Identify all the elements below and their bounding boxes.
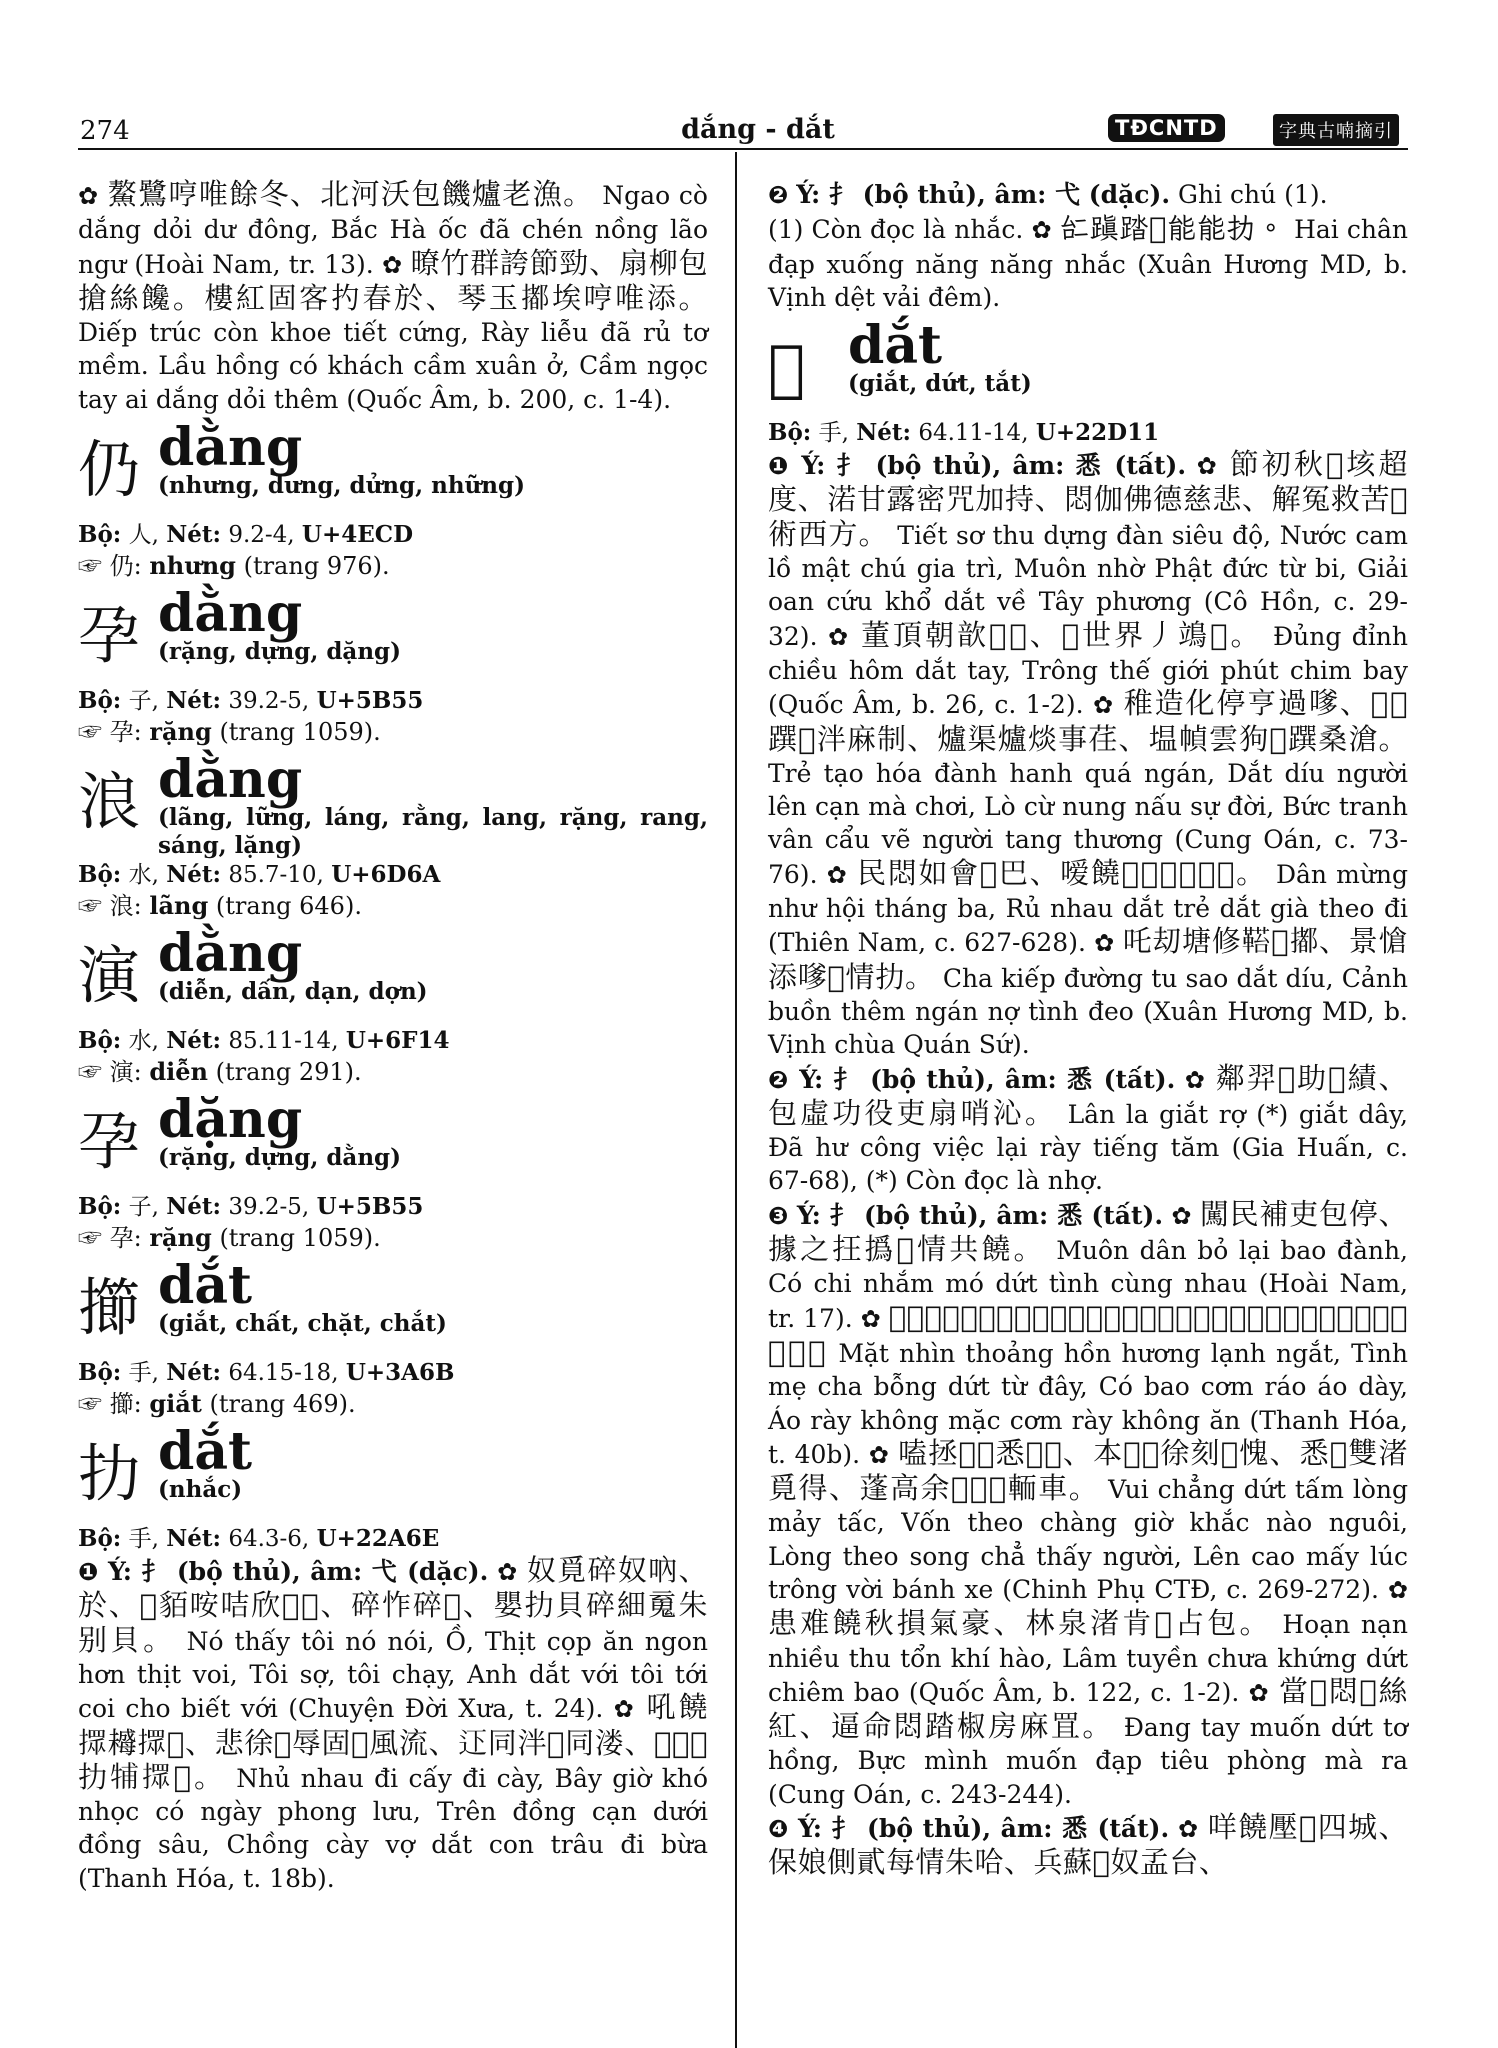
han-quote: 奴覓碎奴吶、於、𤞻貊咹咭欣𤞻𤝞、碎怍碎𧺀、嬰扐貝碎細䰟朱别貝。 (78, 1553, 708, 1657)
entry-glyph: 仍 (78, 433, 141, 507)
sense-block (78, 1554, 708, 1895)
entry-meta (78, 520, 708, 550)
han-quote: 𠄩蹎踏𨆢能能扐。 (1059, 211, 1286, 246)
entry-glyph: 擳 (78, 1271, 141, 1345)
han-quote: 董頂朝歆𢵑𢵋、𩈘世界丿鴗𪆧。 (861, 617, 1263, 652)
viet-quote: Trẻ tạo hóa đành hanh quá ngán, Dắt díu người lên cạn mà chơi, Lò cừ nung nấu sự đời, Bức tranh vân cẩu vẽ người tang thương (Cung Oán, c. 73-76). (768, 758, 1408, 889)
flower-icon: ✿ (1184, 1065, 1207, 1094)
viet-quote: Diếp trúc còn khoe tiết cứng, Rày liễu đã rủ tơ mềm. Lầu hồng có khách cầm xuân ở, Cầm ngọc tay ai dắng dỏi thêm (Quốc Âm, b. 200, c. 1-4). (78, 318, 708, 414)
net-label: Nét: (166, 1027, 221, 1055)
entry-readings: (nhưng, dưng, dửng, những) (158, 472, 525, 500)
entry-readings: (rặng, dựng, dặng) (158, 638, 402, 666)
flower-icon: ✿ (1092, 691, 1115, 720)
unicode-code: U+22A6E (316, 1525, 440, 1553)
unicode-code: U+22D11 (1035, 419, 1160, 447)
flower-icon: ✿ (1178, 1815, 1200, 1844)
han-quote: 節初秋𨍦垓超度、渃甘露密咒加持、悶伽佛德慈悲、解冤救苦𢵑術西方。 (768, 447, 1408, 551)
net-value: 64.11-14, (918, 420, 1029, 447)
xref-page: (trang 469). (209, 1390, 356, 1419)
bo-value: 人, (128, 522, 159, 549)
net-label: Nét: (856, 419, 911, 447)
xref-word: lãng (149, 891, 209, 921)
net-value: 39.2-5, (228, 1194, 310, 1221)
entry-meta (78, 1192, 708, 1222)
viet-quote: Lân la giắt rợ (*) giắt dây, Đã hư công việc lại rày tiếng tăm (Gia Huấn, c. 67-68), (*) Còn đọc là nhợ. (768, 1099, 1408, 1196)
sense-number: ❷ (768, 181, 789, 209)
note-text: (1) Còn đọc là nhắc. (768, 215, 1024, 245)
han-quote: 鰲鷺哼唯餘冬、北河沃包饑爐老漁。 (107, 177, 594, 211)
sense-heading: Ý: 扌 (bộ thủ), âm: 弋 (dặc). (107, 1557, 489, 1587)
entry-readings: (giắt, dứt, tắt) (848, 370, 1032, 398)
net-label: Nét: (166, 861, 221, 889)
bo-value: 手, (128, 1526, 159, 1553)
sense-number: ❸ (768, 1201, 789, 1230)
viet-quote: Mặt nhìn thoảng hồn hương lạnh ngắt, Tình mẹ cha bỗng dứt từ đây, Có bao cơm ráo áo dày, Áo rày không mặc cơm rày không ăn (Thanh Hóa, t. 40b). (768, 1338, 1408, 1469)
viet-quote: Tiết sơ thu dựng đàn siêu độ, Nước cam lồ mật chú gia trì, Muôn nhờ Phật đức từ bi, Giải oan cứu khổ dắt về Tây phương (Cô Hồn, c. 29-32). (768, 520, 1408, 651)
entry-meta (78, 1026, 708, 1056)
han-quote: 嗑拯𢵑𦛌悉𠁑𢁴、本𠸗𢪀徐刻𣅶愧、悉𠸗雙渚覓得、蓬高余𣉹𨓡𤀒輀車。 (768, 1435, 1409, 1506)
entry-meta (78, 860, 708, 890)
dictionary-entry (78, 583, 708, 748)
entry-glyph: 浪 (78, 765, 141, 839)
sense-block (768, 1811, 1408, 1881)
entry-meta (78, 1358, 708, 1388)
viet-quote: Đủng đỉnh chiều hôm dắt tay, Trông thế giới phút chim bay (Quốc Âm, b. 26, c. 1-2). (768, 621, 1409, 720)
unicode-code: U+5B55 (316, 687, 424, 715)
han-quote: 吼饒𢶢𣚺𢶢𦓿、悲徐𦹳辱固𨕭風流、𨑜同泮𨕭同溇、𦓿𦓿𢷀扐𤙭𢶢𦓿。 (78, 1690, 708, 1794)
xref-page: (trang 646). (215, 892, 362, 921)
sense-heading: Ý: 扌 (bộ thủ), âm: 悉 (tất). (796, 1200, 1164, 1230)
viet-quote: Nhủ nhau đi cấy đi cày, Bây giờ khó nhọc có ngày phong lưu, Trên đồng cạn dưới đồng sâu, Chồng cày vợ dắt con trâu đi bừa (Thanh Hóa, t. 18b). (78, 1763, 708, 1893)
viet-quote: Hai chân đạp xuống năng năng nhắc (Xuân Hương MD, b. Vịnh dệt vải đêm). (768, 215, 1409, 312)
entry-readings: (rặng, dựng, dằng) (158, 1144, 402, 1172)
xref-page: (trang 976). (243, 552, 390, 581)
han-quote: 𩈘𥆾倘䰟香冷𠃝、情媄吒俸𢵑徐低、固色粓𥸷襖𩚵、襖扇空默粓扇空咹。 (768, 1299, 1409, 1369)
sense-number: ❹ (768, 1815, 790, 1844)
unicode-code: U+6F14 (345, 1027, 450, 1055)
han-quote: 鄰羿𢵑助𢵑績、包虛功役吏扇哨沁。 (768, 1060, 1408, 1130)
entry-readings: (nhắc) (158, 1476, 243, 1504)
flower-icon: ✿ (381, 250, 403, 279)
cross-reference (78, 1222, 708, 1254)
bo-value: 水, (128, 862, 159, 889)
viet-quote: Vui chẳng dứt tấm lòng mảy tấc, Vốn theo chàng giờ khắc nào nguôi, Lòng theo song chẳ thấy người, Lên cao mấy lúc trông vời bánh xe (Chinh Phụ CTĐ, c. 269-272). (768, 1475, 1408, 1604)
entry-glyph: 孕 (78, 1105, 141, 1179)
unicode-code: U+3A6B (345, 1359, 455, 1387)
entry-headword: dắt (848, 315, 943, 377)
page-header (78, 108, 1408, 152)
xref-word: giắt (149, 1389, 202, 1419)
flower-icon: ✿ (497, 1558, 519, 1587)
net-value: 85.11-14, (228, 1028, 339, 1055)
han-quote: 民悶如會𣎃巴、嗳饒𢵑𥚄𢵑𦓿𡀳𢶢。 (857, 855, 1267, 890)
flower-icon: ✿ (868, 1440, 890, 1469)
entry-headword: dằng (158, 583, 303, 645)
column-divider (735, 152, 737, 2048)
unicode-code: U+6D6A (331, 861, 441, 889)
han-quote: 患难饒秋損氣豪、林泉渚肯𢵑占包。 (768, 1606, 1272, 1641)
flower-icon: ✿ (613, 1695, 637, 1724)
net-label: Nét: (166, 1525, 221, 1553)
xref-glyph: ☞ 孕: (78, 718, 142, 747)
cross-reference (78, 550, 708, 582)
han-quote: 吒刧塘修𩌂𢵑𢵋、景愴添嗲𡢐情扐。 (768, 924, 1409, 994)
bo-value: 子, (128, 688, 159, 715)
viet-quote: Hoạn nạn nhiều thu tổn khí hào, Lâm tuyền chưa khứng dứt chiêm bao (Quốc Âm, b. 122, c. 1-2). (768, 1610, 1408, 1707)
sense-number: ❷ (768, 1065, 790, 1094)
flower-icon: ✿ (1387, 1575, 1408, 1604)
running-title: dắng - dắt (681, 114, 835, 145)
sense-heading: Ý: 扌 (bộ thủ), âm: 悉 (tất). (799, 1064, 1176, 1094)
entry-headword: dắt (158, 1421, 253, 1483)
viet-quote: Cha kiếp đường tu sao dắt díu, Cảnh buồn thêm ngán nợ tình đeo (Xuân Hương MD, b. Vịnh chùa Quán Sứ). (768, 963, 1408, 1060)
flower-icon: ✿ (1094, 929, 1115, 958)
sense-note (768, 212, 1408, 314)
flower-icon: ✿ (827, 622, 851, 651)
sense-block (768, 1062, 1408, 1198)
net-label: Nét: (166, 521, 221, 549)
bo-value: 子, (128, 1194, 159, 1221)
xref-glyph: ☞ 仍: (78, 552, 142, 581)
sense-block (768, 1198, 1408, 1811)
net-value: 9.2-4, (228, 522, 295, 549)
bo-label: Bộ: (78, 1193, 122, 1221)
flower-icon: ✿ (1031, 216, 1052, 245)
flower-icon: ✿ (826, 860, 848, 889)
han-quote: 咩饒壓𢀨四城、保娘側貳每情朱哈、兵蘇𠢞奴孟台、 (768, 1810, 1408, 1880)
flower-icon: ✿ (1248, 1678, 1270, 1707)
xref-word: nhưng (149, 551, 236, 581)
net-label: Nét: (166, 1359, 221, 1387)
han-quote: 闖民補吏包停、據之抂撝𢵑情共饒。 (768, 1196, 1408, 1267)
net-value: 64.15-18, (228, 1360, 339, 1387)
bo-label: Bộ: (78, 1027, 122, 1055)
left-column (78, 178, 708, 1895)
sense-heading: Ý: 扌 (bộ thủ), âm: 悉 (tất). (801, 451, 1187, 481)
page-number: 274 (80, 116, 130, 146)
sense-heading: Ý: 扌 (bộ thủ), âm: 悉 (tất). (798, 1814, 1170, 1844)
cross-reference (78, 890, 708, 922)
xref-glyph: ☞ 孕: (78, 1224, 142, 1253)
dictionary-entry (78, 749, 708, 922)
net-value: 64.3-6, (228, 1526, 310, 1553)
sense-number: ❶ (768, 452, 791, 481)
continuation-text (78, 178, 708, 416)
net-value: 85.7-10, (228, 862, 324, 889)
han-quote: 稚造化停亨過嗲、𢵑𢵋䠣𨕭泮麻制、爐渠爐㷋事荏、塭幀雲狗𩵜䠣桑滄。 (768, 686, 1408, 756)
net-value: 39.2-5, (228, 688, 310, 715)
dictionary-entry (78, 417, 708, 582)
bo-label: Bộ: (768, 419, 812, 447)
sense-number: ❶ (78, 1558, 100, 1587)
han-quote: 當𢬣悶𢵑絲紅、逼命悶踏椒房麻罝。 (768, 1673, 1409, 1744)
entry-headword: dằng (158, 923, 303, 985)
bo-label: Bộ: (78, 521, 122, 549)
dictionary-entry (768, 315, 1409, 1880)
xref-word: rặng (149, 717, 212, 747)
header-rule (78, 148, 1408, 150)
net-label: Nét: (166, 687, 221, 715)
entry-glyph: 𢵑 (768, 331, 806, 405)
sense-block (768, 448, 1408, 1061)
bo-label: Bộ: (78, 687, 122, 715)
dictionary-page (78, 0, 1408, 2048)
entry-glyph: 扐 (78, 1437, 141, 1511)
series-logo: 字典古喃摘引 (1273, 114, 1399, 146)
bo-value: 手, (128, 1360, 159, 1387)
net-label: Nét: (166, 1193, 221, 1221)
entry-glyph: 孕 (78, 599, 141, 673)
viet-quote: Nó thấy tôi nó nói, Ồ, Thịt cọp ăn ngon hơn thịt voi, Tôi sợ, tôi chạy, Anh dắt với tôi tới coi cho biết với (Chuyện Đời Xưa, t. 24). (78, 1626, 708, 1724)
entry-headword: dằng (158, 749, 303, 811)
viet-quote: Ngao cò dắng dỏi dư đông, Bắc Hà ốc đã chén nồng lão ngư (Hoài Nam, tr. 13). (78, 181, 708, 279)
bo-label: Bộ: (78, 861, 122, 889)
cross-reference (78, 1056, 708, 1088)
publisher-logo: TĐCNTD (1108, 114, 1225, 142)
flower-icon: ✿ (860, 1304, 881, 1333)
xref-glyph: ☞ 演: (78, 1058, 142, 1087)
xref-glyph: ☞ 擳: (78, 1390, 142, 1419)
viet-quote: Đang tay muốn dứt tơ hồng, Bực mình muốn đạp tiêu phòng mà ra (Cung Oán, c. 243-244). (768, 1713, 1408, 1809)
sense-block (768, 178, 1408, 212)
unicode-code: U+5B55 (316, 1193, 424, 1221)
unicode-code: U+4ECD (301, 521, 414, 549)
bo-label: Bộ: (78, 1359, 122, 1387)
viet-quote: Muôn dân bỏ lại bao đành, Có chi nhắm mó dứt tình cùng nhau (Hoài Nam, tr. 17). (768, 1236, 1409, 1333)
xref-word: diễn (149, 1057, 208, 1087)
sense-heading: Ý: 扌 (bộ thủ), âm: 弋 (dặc). (796, 180, 1171, 209)
right-column (768, 178, 1408, 1881)
dictionary-entry (78, 923, 708, 1088)
bo-value: 水, (128, 1028, 159, 1055)
entry-readings: (diễn, dấn, dạn, dợn) (158, 978, 428, 1006)
viet-quote: Dân mừng như hội tháng ba, Rủ nhau dắt trẻ dắt già theo đi (Thiên Nam, c. 627-628). (768, 859, 1409, 958)
entry-headword: dắt (158, 1255, 253, 1317)
bo-value: 手, (818, 420, 849, 447)
flower-icon: ✿ (1196, 452, 1220, 481)
entry-readings: (giắt, chất, chặt, chắt) (158, 1310, 447, 1338)
entry-meta (78, 686, 708, 716)
bo-label: Bộ: (78, 1525, 122, 1553)
dictionary-entry (78, 1421, 708, 1895)
entry-headword: dằng (158, 417, 303, 479)
han-quote: 暸竹群誇節勁、扇柳包搶絲饞。樓紅固客扚春於、琴玉𢵋埃哼唯添。 (78, 245, 708, 315)
entry-headword: dặng (158, 1089, 303, 1151)
xref-page: (trang 1059). (219, 718, 381, 747)
sense-note-ref: Ghi chú (1). (1178, 180, 1328, 209)
flower-icon: ✿ (78, 182, 99, 210)
dictionary-entry (78, 1255, 708, 1420)
entry-meta (768, 418, 1408, 448)
xref-glyph: ☞ 浪: (78, 892, 142, 921)
entry-readings: (lãng, lững, láng, rằng, lang, rặng, rang, sáng, lặng) (158, 804, 708, 860)
xref-page: (trang 1059). (219, 1224, 381, 1253)
xref-word: rặng (149, 1223, 212, 1253)
entry-meta (78, 1524, 708, 1554)
dictionary-entry (78, 1089, 708, 1254)
cross-reference (78, 1388, 708, 1420)
xref-page: (trang 291). (215, 1058, 362, 1087)
flower-icon: ✿ (1171, 1201, 1192, 1230)
cross-reference (78, 716, 708, 748)
entry-glyph: 演 (78, 939, 141, 1013)
